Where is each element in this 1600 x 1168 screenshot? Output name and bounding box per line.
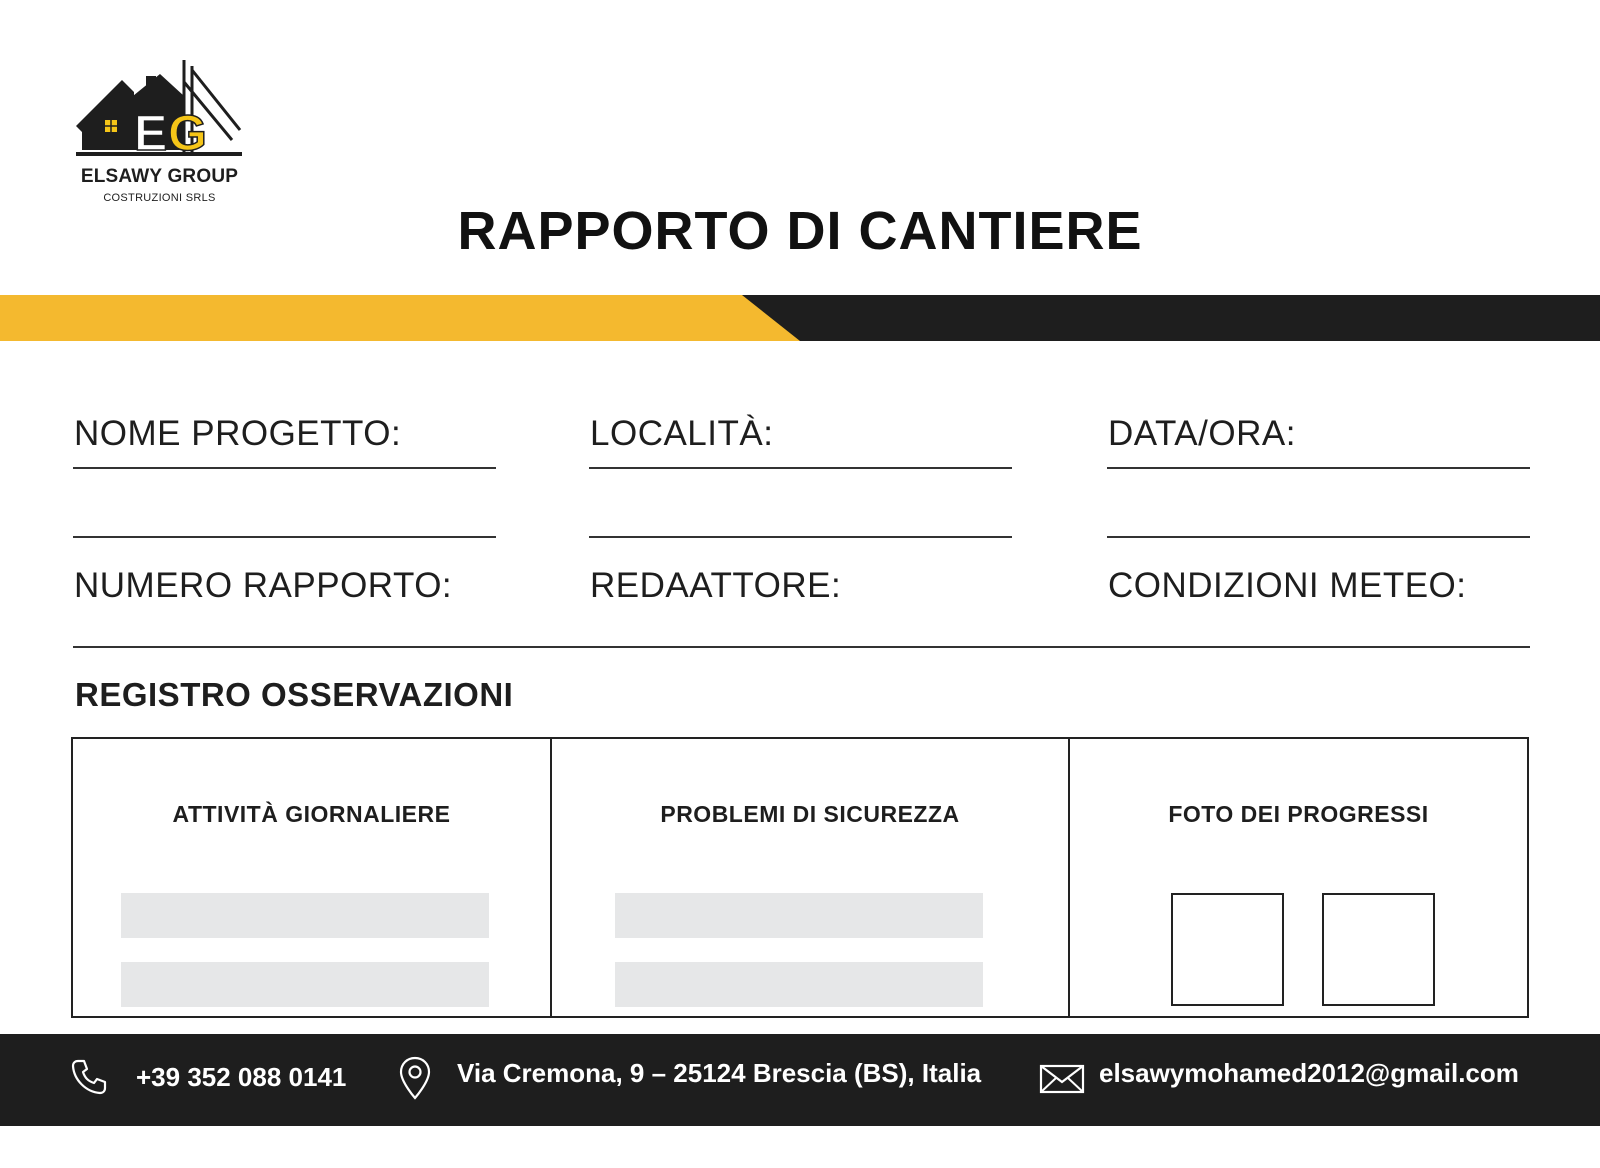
logo-letter-g: G xyxy=(168,105,207,161)
brand-name: ELSAWY GROUP xyxy=(80,166,239,187)
field-label-project-name: NOME PROGETTO: xyxy=(74,414,402,453)
mail-icon xyxy=(1039,1064,1085,1094)
field-line-project-name[interactable] xyxy=(73,467,496,469)
field-line-row-2[interactable] xyxy=(73,646,1530,648)
field-line-date-time-2[interactable] xyxy=(1107,536,1530,538)
column-divider xyxy=(550,739,552,1016)
column-header-progress-photos: FOTO DEI PROGRESSI xyxy=(1168,801,1429,827)
safety-issues-entry[interactable] xyxy=(615,893,983,938)
brand-subtitle: COSTRUZIONI SRLS xyxy=(103,192,216,204)
column-divider xyxy=(1068,739,1070,1016)
field-line-project-name-2[interactable] xyxy=(73,536,496,538)
footer-address[interactable]: Via Cremona, 9 – 25124 Brescia (BS), Italia xyxy=(457,1058,982,1088)
footer-phone[interactable]: +39 352 088 0141 xyxy=(136,1062,347,1092)
field-label-weather: CONDIZIONI METEO: xyxy=(1108,566,1467,605)
house-scaffold-logo-icon xyxy=(72,60,252,166)
location-pin-icon xyxy=(398,1056,432,1100)
field-line-location-2[interactable] xyxy=(589,536,1012,538)
accent-band-yellow xyxy=(0,295,800,341)
daily-activities-entry[interactable] xyxy=(121,893,489,938)
footer-email[interactable]: elsawymohamed2012@gmail.com xyxy=(1099,1058,1519,1088)
phone-icon xyxy=(70,1058,108,1096)
column-header-daily-activities: ATTIVITÀ GIORNALIERE xyxy=(172,801,451,827)
footer-bar xyxy=(0,1034,1600,1126)
safety-issues-entry[interactable] xyxy=(615,962,983,1007)
company-logo xyxy=(72,60,252,210)
field-label-date-time: DATA/ORA: xyxy=(1108,414,1296,453)
field-line-location[interactable] xyxy=(589,467,1012,469)
column-header-safety-issues: PROBLEMI DI SICUREZZA xyxy=(660,801,960,827)
section-title-observations: REGISTRO OSSERVAZIONI xyxy=(75,676,514,713)
photo-placeholder[interactable] xyxy=(1171,893,1284,1006)
observations-table xyxy=(71,737,1529,1018)
daily-activities-entry[interactable] xyxy=(121,962,489,1007)
photo-placeholder[interactable] xyxy=(1322,893,1435,1006)
document-title: RAPPORTO DI CANTIERE xyxy=(457,201,1143,261)
accent-band xyxy=(0,295,1600,341)
field-line-date-time[interactable] xyxy=(1107,467,1530,469)
field-label-location: LOCALITÀ: xyxy=(590,414,774,453)
field-label-editor: REDAATTORE: xyxy=(590,566,842,605)
field-label-report-number: NUMERO RAPPORTO: xyxy=(74,566,453,605)
logo-letter-e: E xyxy=(134,105,168,161)
